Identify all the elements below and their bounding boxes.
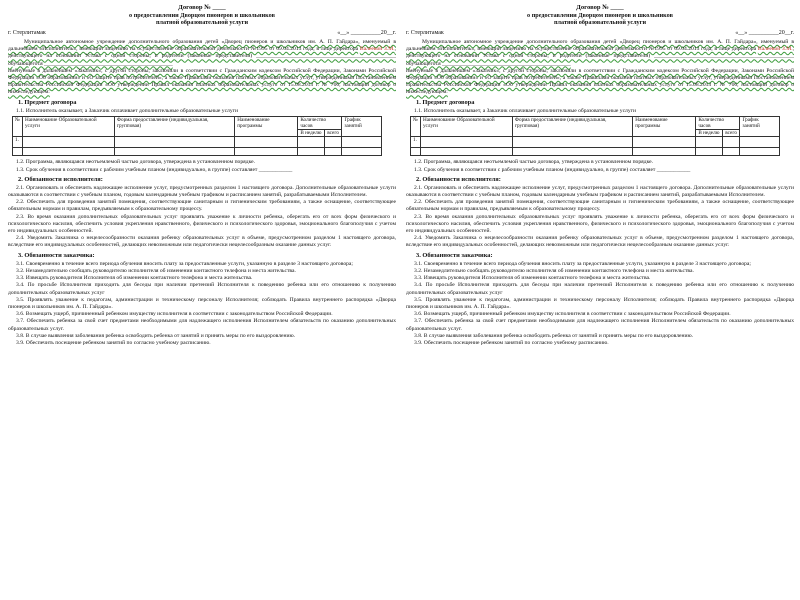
contract-date: «__» __________20__г. — [735, 29, 794, 36]
row-number: 1. — [411, 137, 421, 148]
row-number: 1. — [13, 137, 23, 148]
clause-1-2: 1.2. Программа, являющаяся неотъемлемой частью договора, утверждена в установленном порядке. — [16, 159, 256, 166]
clause-2-4: 2.4. Уведомить Заказчика о нецелесообразности оказания ребенку образовательных услуг в объеме, предусмотренном разделом 1 настоящего договора, вследствие его индивидуальных особенностей, делающих невозможным или педагогически нецелесообразным оказание данных услуг. — [406, 235, 794, 249]
clause-3-3: 3.3. Извещать руководителя Исполнителя об изменении контактного телефона и места жительства. — [16, 275, 253, 282]
col-hours: Количество часов — [298, 116, 342, 129]
clause-3-1: 3.1. Своевременно в течение всего периода обучения вносить плату за предоставленные услуги, указанную в разделе 3 настоящего договора; — [414, 260, 751, 267]
col-total: всего — [723, 130, 740, 137]
clause-3-2: 3.2. Незамедлительно сообщать руководителю исполнителя об изменении контактного телефона и места жительства. — [16, 267, 296, 274]
clause-2-1: 2.1. Организовать и обеспечить надлежащее исполнение услуг, предусмотренных разделом 1 настоящего договора. Дополнительные образовательные услуги оказываются в соответствии с учебным планом, годовым календарным учебным графиком и расписанием занятий, разрабатываемыми Исполнителем. — [406, 184, 794, 199]
document-page-right — [406, 0, 794, 600]
section-3-heading: 3. Обязанности заказчика: — [18, 251, 95, 259]
preamble — [406, 39, 794, 68]
contract-date: «__» __________20__г. — [337, 29, 396, 36]
col-num: № — [13, 116, 23, 137]
clause-3-9: 3.9. Обеспечить посещение ребенком занятий по согласно учебному расписанию. — [414, 339, 609, 346]
city: г. Стерлитамак — [406, 29, 444, 36]
preamble-c: именуемые в дальнейшем «Заказчик», с другой стороны, заключили в соответствии с Гражданским кодексом Российской Федерации, Законами Российской Федерации «Об образовании» и «О защите прав потребителей», а также Правилами оказания платных образовательных услуг, утвержденными Постановлением Правительства Российской Федерации «Об утверждении Правил оказания платных образовательных услуг» от 15.08.2013 г. № 706, настоящий договор о нижеследующем: — [8, 67, 396, 96]
section-1-heading: 1. Предмет договора — [18, 98, 77, 106]
preamble-b: , действующего на основании Устава с одной стороны, и родители (законные представители) __________________________________________________ обучающегося ______________________________________________ — [406, 46, 794, 67]
clause-3-3: 3.3. Извещать руководителя Исполнителя об изменении контактного телефона и места жительства. — [414, 275, 651, 282]
col-per-week: В неделю — [696, 130, 723, 137]
col-num: № — [411, 116, 421, 137]
city-date-line — [8, 30, 396, 37]
clause-2-4: 2.4. Уведомить Заказчика о нецелесообразности оказания ребенку образовательных услуг в объеме, предусмотренном разделом 1 настоящего договора, вследствие его индивидуальных особенностей, делающих невозможным или педагогически нецелесообразным оказание данных услуг. — [8, 235, 396, 249]
col-total: всего — [325, 130, 342, 137]
contract-title: Договор № ____ — [178, 4, 226, 11]
clause-1-2: 1.2. Программа, являющаяся неотъемлемой частью договора, утверждена в установленном порядке. — [414, 159, 654, 166]
clause-1-1: 1.1. Исполнитель оказывает, а Заказчик оплачивает дополнительные образовательные услуги — [414, 107, 636, 114]
clause-1-3: 1.3. Срок обучения в соответствии с рабочим учебным планом (индивидуально, в группе) составляет ____________ — [414, 166, 691, 173]
clause-1-1: 1.1. Исполнитель оказывает, а Заказчик оплачивает дополнительные образовательные услуги — [16, 107, 238, 114]
table-row — [13, 148, 382, 156]
preamble-a: Муниципальное автономное учреждение дополнительного образования детей «Дворец пионеров и школьников им. А. П. Гайдара», именуемый в дальнейшем «Исполнитель», имеющий лицензию на осуществление образовательной деятельности №1995 от 09.04.2013 года, в лице директора — [406, 39, 794, 53]
col-per-week: В неделю — [298, 130, 325, 137]
clause-3-8: 3.8. В случае выявления заболевания ребенка освободить ребенка от занятий и принять меры по его выздоровлению. — [16, 332, 296, 339]
preamble — [8, 39, 396, 68]
col-form: Форма предоставление (индивидуальная, групповая) — [512, 116, 632, 137]
clause-3-1: 3.1. Своевременно в течение всего периода обучения вносить плату за предоставленные услуги, указанную в разделе 3 настоящего договора; — [16, 260, 353, 267]
section-2-heading: 2. Обязанности исполнителя: — [416, 175, 501, 183]
col-schedule: График занятий — [740, 116, 780, 137]
contract-title: Договор № ____ — [576, 4, 624, 11]
clause-3-5: 3.5. Проявлять уважение к педагогам, администрации и техническому персоналу Исполнителя; соблюдать Правила внутреннего распорядка «Дворца пионеров и школьников им. А. П. Гайдара». — [8, 296, 396, 310]
col-hours: Количество часов — [696, 116, 740, 129]
clause-1-3: 1.3. Срок обучения в соответствии с рабочим учебным планом (индивидуально, в группе) составляет ____________ — [16, 166, 293, 173]
clause-2-3: 2.3. Во время оказания дополнительных образовательных услуг проявлять уважение к личности ребенка, оберегать его от всех форм физического и психологического насилия, обеспечить условия укрепления нравственного, физического и психологического здоровья, эмоционального благополучия с учетом его индивидуальных особенностей. — [8, 213, 396, 235]
clause-2-2: 2.2. Обеспечить для проведения занятий помещения, соответствующие санитарным и гигиеническим требованиям, а также оснащение, соответствующее обязательным нормам и правилам, предъявляемым к образовательному процессу. — [8, 199, 396, 213]
col-service-name: Наименование Образовательной услуги — [22, 116, 114, 137]
clause-3-5: 3.5. Проявлять уважение к педагогам, администрации и техническому персоналу Исполнителя; соблюдать Правила внутреннего распорядка «Дворца пионеров и школьников им. А. П. Гайдара». — [406, 296, 794, 310]
col-service-name: Наименование Образовательной услуги — [420, 116, 512, 137]
city-date-line — [406, 30, 794, 37]
section-2-heading: 2. Обязанности исполнителя: — [18, 175, 103, 183]
clause-3-4: 3.4. По просьбе Исполнителя приходить для беседы при наличии претензий Исполнителя к поведению ребенка или его отношению к получению дополнительных образовательных услуг — [8, 282, 396, 296]
clause-3-6: 3.6. Возмещать ущерб, причиненный ребенком имуществу исполнителя в соответствии с законодательством Российской Федерации. — [414, 311, 731, 318]
services-table — [12, 116, 382, 157]
city: г. Стерлитамак — [8, 29, 46, 36]
table-row — [13, 137, 382, 148]
clause-2-2: 2.2. Обеспечить для проведения занятий помещения, соответствующие санитарным и гигиеническим требованиям, а также оснащение, соответствующее обязательным нормам и правилам, предъявляемым к образовательному процессу. — [406, 199, 794, 213]
clause-3-4: 3.4. По просьбе Исполнителя приходить для беседы при наличии претензий Исполнителя к поведению ребенка или его отношению к получению дополнительных образовательных услуг — [406, 282, 794, 296]
clause-3-2: 3.2. Незамедлительно сообщать руководителю исполнителя об изменении контактного телефона и места жительства. — [414, 267, 694, 274]
section-3-heading: 3. Обязанности заказчика: — [416, 251, 493, 259]
clause-2-3: 2.3. Во время оказания дополнительных образовательных услуг проявлять уважение к личности ребенка, оберегать его от всех форм физического и психологического насилия, обеспечить условия укрепления нравственного, физического и психологического здоровья, эмоционального благополучия с учетом его индивидуальных особенностей. — [406, 213, 794, 235]
col-schedule: График занятий — [342, 116, 382, 137]
clause-3-9: 3.9. Обеспечить посещение ребенком занятий по согласно учебному расписанию. — [16, 339, 211, 346]
col-form: Форма предоставление (индивидуальная, групповая) — [114, 116, 234, 137]
clause-3-8: 3.8. В случае выявления заболевания ребенка освободить ребенка от занятий и принять меры по его выздоровлению. — [414, 332, 694, 339]
col-program: Наименование программы — [633, 116, 696, 137]
document-page-left — [8, 0, 396, 600]
contract-subtitle-2: платной образовательной услуги — [553, 19, 647, 27]
section-1-heading: 1. Предмет договора — [416, 98, 475, 106]
director-name: Валеевой З.М. — [359, 46, 395, 53]
contract-subtitle-2: платной образовательной услуги — [155, 19, 249, 27]
table-row — [411, 148, 780, 156]
preamble-b: , действующего на основании Устава с одной стороны, и родители (законные представители) __________________________________________________ обучающегося ______________________________________________ — [8, 46, 396, 67]
director-name: Валеевой З.М. — [757, 46, 793, 53]
contract-subtitle-1: о предоставлении Дворцом пионеров и школьников — [527, 12, 673, 19]
services-table — [410, 116, 780, 157]
preamble-c: именуемые в дальнейшем «Заказчик», с другой стороны, заключили в соответствии с Гражданским кодексом Российской Федерации, Законами Российской Федерации «Об образовании» и «О защите прав потребителей», а также Правилами оказания платных образовательных услуг, утвержденными Постановлением Правительства Российской Федерации «Об утверждении Правил оказания платных образовательных услуг» от 15.08.2013 г. № 706, настоящий договор о нижеследующем: — [406, 67, 794, 96]
clause-2-1: 2.1. Организовать и обеспечить надлежащее исполнение услуг, предусмотренных разделом 1 настоящего договора. Дополнительные образовательные услуги оказываются в соответствии с учебным планом, годовым календарным учебным графиком и расписанием занятий, разрабатываемыми Исполнителем. — [8, 184, 396, 199]
clause-3-7: 3.7. Обеспечить ребенка за свой счет предметами необходимыми для надлежащего исполнения Исполнителем обязательств по оказанию дополнительных образовательных услуг. — [406, 318, 794, 332]
contract-subtitle-1: о предоставлении Дворцом пионеров и школьников — [129, 12, 275, 19]
preamble-a: Муниципальное автономное учреждение дополнительного образования детей «Дворец пионеров и школьников им. А. П. Гайдара», именуемый в дальнейшем «Исполнитель», имеющий лицензию на осуществление образовательной деятельности №1995 от 09.04.2013 года, в лице директора — [8, 39, 396, 53]
clause-3-6: 3.6. Возмещать ущерб, причиненный ребенком имуществу исполнителя в соответствии с законодательством Российской Федерации. — [16, 311, 333, 318]
clause-3-7: 3.7. Обеспечить ребенка за свой счет предметами необходимыми для надлежащего исполнения Исполнителем обязательств по оказанию дополнительных образовательных услуг. — [8, 318, 396, 332]
col-program: Наименование программы — [235, 116, 298, 137]
table-row — [411, 137, 780, 148]
